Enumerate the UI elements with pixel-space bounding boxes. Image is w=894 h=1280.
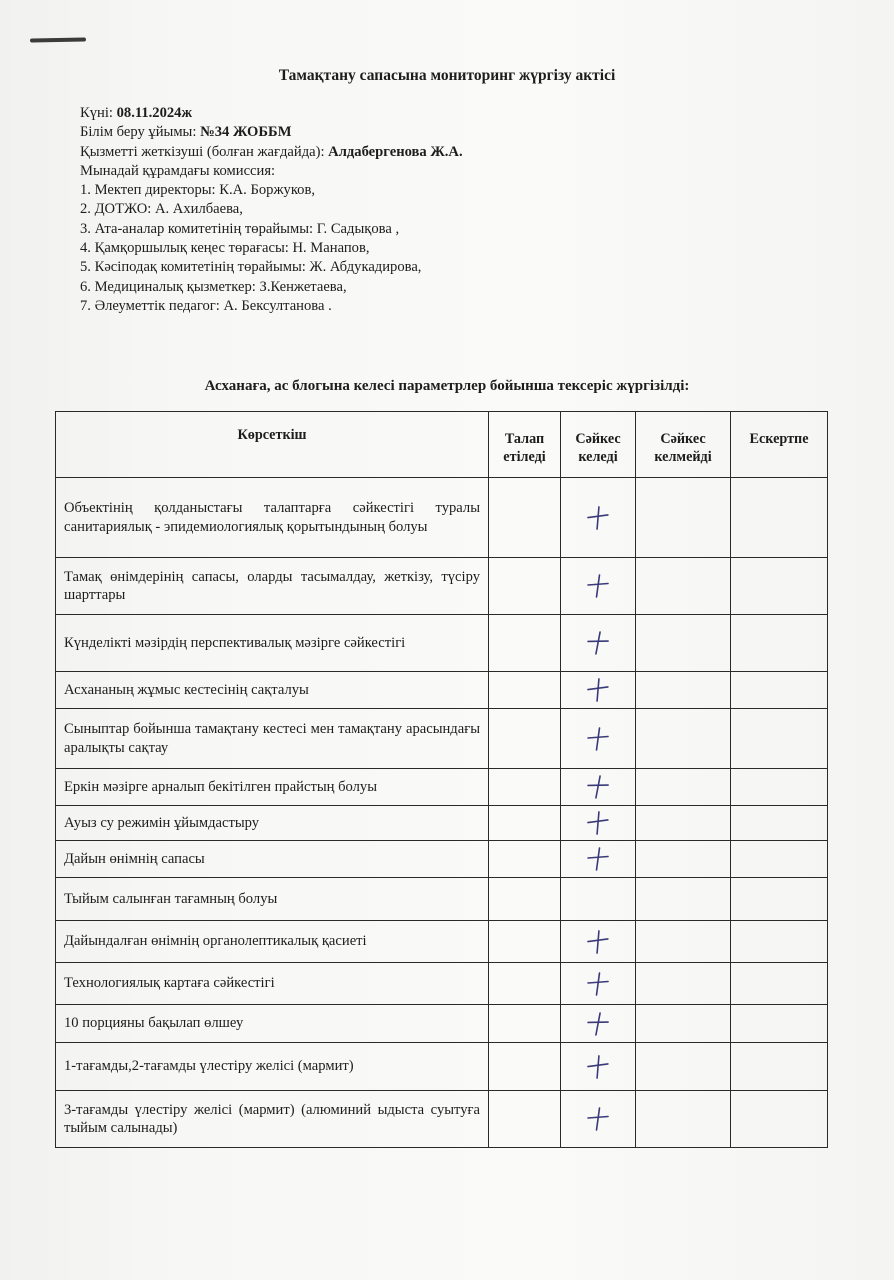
handwritten-plus-icon [585, 1053, 610, 1080]
commission-member: 1. Мектеп директоры: К.А. Боржуков, [80, 182, 316, 199]
table-row [56, 1005, 828, 1043]
staple-mark [30, 38, 86, 43]
noncompliant-cell [636, 1043, 731, 1091]
noncompliant-cell [636, 709, 731, 769]
note-cell [731, 615, 828, 672]
indicator-cell: Еркін мәзірге арналып бекітілген прайстың болуы [56, 769, 489, 806]
noncompliant-cell [636, 615, 731, 672]
handwritten-plus-icon [586, 1106, 610, 1132]
indicator-cell: 10 порцияны бақылап өлшеу [56, 1005, 489, 1043]
compliant-cell [561, 921, 636, 963]
compliant-cell [561, 1005, 636, 1043]
commission-member: 6. Медициналық қызметкер: З.Кенжетаева, [80, 278, 347, 295]
indicator-cell: Асхананың жұмыс кестесінің сақталуы [56, 672, 489, 709]
section-title: Асханаға, ас блогына келесі параметрлер бойынша тексеріс жүргізілді: [204, 378, 690, 394]
header-indicator: Көрсеткіш [56, 412, 489, 478]
required-cell [489, 841, 561, 878]
note-cell [731, 806, 828, 841]
commission-heading [80, 162, 840, 181]
indicator-cell: Дайын өнімнің сапасы [56, 841, 489, 878]
table-row [56, 478, 828, 558]
compliant-cell [561, 672, 636, 709]
date-value: 08.11.2024ж [116, 105, 193, 121]
indicator-cell: Сыныптар бойынша тамақтану кестесі мен тамақтану арасындағы аралықты сақтау [56, 709, 489, 769]
compliant-cell [561, 1091, 636, 1148]
required-cell [489, 672, 561, 709]
required-cell [489, 963, 561, 1005]
commission-label: Мынадай құрамдағы комиссия: [80, 162, 276, 179]
note-cell [731, 558, 828, 615]
noncompliant-cell [636, 672, 731, 709]
noncompliant-cell [636, 1091, 731, 1148]
organization-label: Білім беру ұйымы: [80, 124, 201, 141]
required-cell [489, 769, 561, 806]
handwritten-plus-icon [585, 629, 610, 656]
table-row [56, 1043, 828, 1091]
commission-member: 5. Кәсіподақ комитетінің төрайымы: Ж. Абдукадирова, [80, 259, 422, 276]
document-title: Тамақтану сапасына мониторинг жүргізу актісі [278, 67, 616, 84]
indicator-cell: Күнделікті мәзірдің перспективалық мәзірге сәйкестігі [56, 615, 489, 672]
note-cell [731, 1043, 828, 1091]
required-cell [489, 1091, 561, 1148]
required-cell [489, 558, 561, 615]
table-row [56, 615, 828, 672]
handwritten-plus-icon [585, 1010, 610, 1037]
indicator-cell: Ауыз су режимін ұйымдастыру [56, 806, 489, 841]
handwritten-plus-icon [585, 504, 610, 531]
required-cell [489, 615, 561, 672]
handwritten-plus-icon [585, 676, 610, 703]
date-label: Күні: [80, 105, 117, 121]
compliant-cell [561, 963, 636, 1005]
required-cell [489, 478, 561, 558]
indicator-cell: Тыйым салынған тағамның болуы [56, 878, 489, 921]
table-row [56, 878, 828, 921]
indicator-cell: Технологиялық картаға сәйкестігі [56, 963, 489, 1005]
handwritten-plus-icon [585, 928, 610, 955]
note-cell [731, 478, 828, 558]
table-row [56, 709, 828, 769]
indicator-cell: Объектінің қолданыстағы талаптарға сәйкестігі туралы санитариялық - эпидемиологиялық қорытындының болуы [56, 478, 489, 558]
required-cell [489, 709, 561, 769]
note-cell [731, 1091, 828, 1148]
note-cell [731, 841, 828, 878]
supplier-row [80, 143, 840, 162]
commission-member: 7. Әлеуметтік педагог: А. Бексултанова . [80, 297, 332, 314]
commission-member: 4. Қамқоршылық кеңес төрағасы: Н. Манапов, [80, 240, 370, 257]
date-row [80, 104, 840, 123]
table-row [56, 672, 828, 709]
noncompliant-cell [636, 558, 731, 615]
handwritten-plus-icon [586, 971, 610, 997]
organization-value: №34 ЖОББМ [200, 124, 292, 141]
required-cell [489, 921, 561, 963]
compliant-cell [561, 478, 636, 558]
handwritten-plus-icon [586, 726, 610, 752]
indicator-cell: 1-тағамды,2-тағамды үлестіру желісі (мармит) [56, 1043, 489, 1091]
noncompliant-cell [636, 1005, 731, 1043]
compliant-cell [561, 1043, 636, 1091]
compliant-cell [561, 878, 636, 921]
noncompliant-cell [636, 806, 731, 841]
handwritten-plus-icon [586, 573, 610, 599]
note-cell [731, 709, 828, 769]
indicator-cell: Тамақ өнімдерінің сапасы, оларды тасымалдау, жеткізу, түсіру шарттары [56, 558, 489, 615]
handwritten-plus-icon [586, 846, 610, 872]
compliant-cell [561, 806, 636, 841]
table-header-row [56, 412, 828, 478]
noncompliant-cell [636, 878, 731, 921]
supplier-value: Алдабергенова Ж.А. [328, 143, 463, 160]
table-row [56, 769, 828, 806]
table-row [56, 963, 828, 1005]
noncompliant-cell [636, 478, 731, 558]
organization-row [80, 123, 840, 142]
table-row [56, 558, 828, 615]
noncompliant-cell [636, 921, 731, 963]
table-row [56, 806, 828, 841]
indicator-cell: 3-тағамды үлестіру желісі (мармит) (алюминий ыдыста суытуға тыйым салынады) [56, 1091, 489, 1148]
supplier-label: Қызметті жеткізуші (болған жағдайда): [80, 143, 329, 160]
note-cell [731, 963, 828, 1005]
table-row [56, 1091, 828, 1148]
header-noncompliant: Сәйкес келмейді [636, 412, 731, 478]
compliant-cell [561, 558, 636, 615]
note-cell [731, 672, 828, 709]
noncompliant-cell [636, 841, 731, 878]
header-compliant: Сәйкес келеді [561, 412, 636, 478]
handwritten-plus-icon [585, 809, 610, 836]
note-cell [731, 921, 828, 963]
header-note: Ескертпе [731, 412, 828, 478]
compliant-cell [561, 615, 636, 672]
compliant-cell [561, 769, 636, 806]
commission-member: 3. Ата-аналар комитетінің төрайымы: Г. Садықова , [80, 220, 400, 237]
inspection-table [55, 411, 828, 1148]
noncompliant-cell [636, 963, 731, 1005]
required-cell [489, 878, 561, 921]
note-cell [731, 878, 828, 921]
required-cell [489, 1005, 561, 1043]
header-required: Талап етіледі [489, 412, 561, 478]
table-row [56, 921, 828, 963]
note-cell [731, 1005, 828, 1043]
info-block [80, 104, 840, 316]
commission-member: 2. ДОТЖО: А. Ахилбаева, [80, 201, 243, 218]
note-cell [731, 769, 828, 806]
required-cell [489, 806, 561, 841]
table-row [56, 841, 828, 878]
handwritten-plus-icon [585, 773, 610, 800]
noncompliant-cell [636, 769, 731, 806]
compliant-cell [561, 709, 636, 769]
compliant-cell [561, 841, 636, 878]
required-cell [489, 1043, 561, 1091]
indicator-cell: Дайындалған өнімнің органолептикалық қасиеті [56, 921, 489, 963]
